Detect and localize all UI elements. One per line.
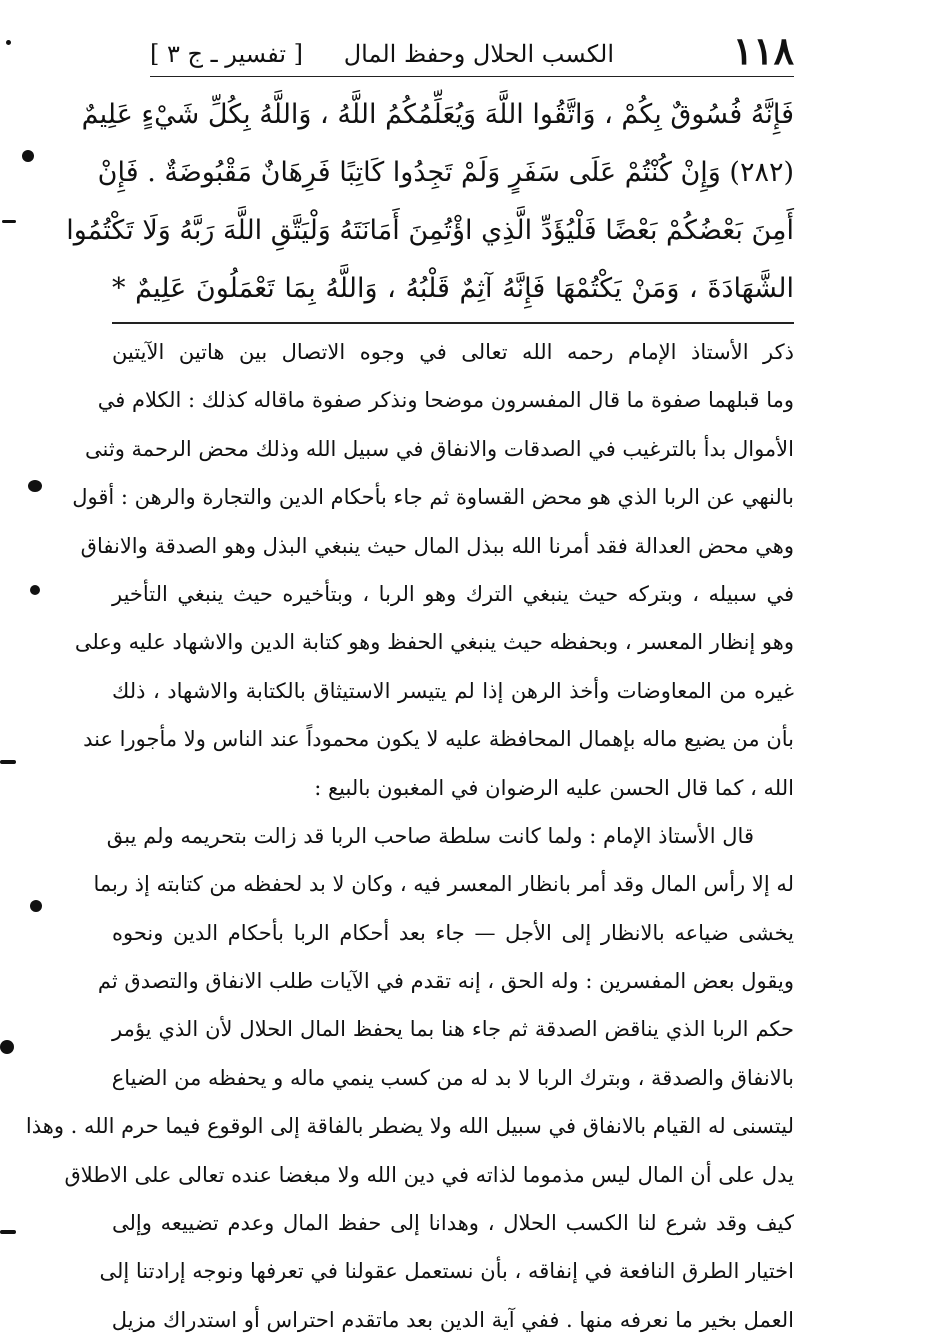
commentary-line: له إلا رأس المال وقد أمر بانظار المعسر فيه ، وكان لا بد لحفظه من كتابته إذ ربما	[93, 872, 794, 897]
commentary-line: كيف وقد شرع لنا الكسب الحلال ، وهدانا إلى حفظ المال وعدم تضييعه وإلى	[112, 1211, 794, 1236]
commentary-line: قال الأستاذ الإمام : ولما كانت سلطة صاحب الربا قد زالت بتحريمه ولم يبق	[106, 823, 754, 848]
scan-speck	[6, 40, 11, 45]
scan-speck	[0, 760, 16, 764]
section-reference: [ تفسير ـ ج ٣ ]	[150, 40, 304, 68]
commentary-line: بالانفاق والصدقة ، وبترك الربا لا بد له من كسب ينمي ماله و يحفظه من الضياع	[111, 1065, 794, 1090]
commentary-line: بأن من يضيع ماله بإهمال المحافظة عليه لا يكون محموداً عند الناس ولا مأجورا عند	[83, 727, 794, 752]
quran-verse-block	[66, 86, 794, 318]
page-number: ١١٨	[732, 28, 794, 73]
running-title: الكسب الحلال وحفظ المال	[343, 40, 614, 68]
commentary-line: ذكر الأستاذ الإمام رحمه الله تعالى في وجوه الاتصال بين هاتين الآيتين	[112, 340, 794, 364]
commentary-line: بالنهي عن الربا الذي هو محض القساوة ثم جاء بأحكام الدين والتجارة والرهن : أقول	[72, 485, 794, 510]
commentary-line: العمل بخير ما نعرفه منها . ففي آية الدين بعد ماتقدم احتراس أو استدراك مزيل	[111, 1307, 794, 1332]
commentary-line: اختيار الطرق النافعة في إنفاقه ، بأن نستعمل عقولنا في تعرفها ونوجه إرادتنا إلى	[99, 1259, 794, 1284]
commentary-line: وما قبلهما صفوة ما قال المفسرون موضحا ونذكر صفوة ماقاله كذلك : الكلام في	[97, 388, 794, 413]
verse-line: الشَّهَادَةَ ، وَمَنْ يَكْتُمْهَا فَإِنَّهُ آثِمٌ قَلْبُهُ ، وَاللَّهُ بِمَا تَعْمَلُونَ عَلِيمٌ *	[112, 273, 794, 304]
commentary-line: يخشى ضياعه بالانظار إلى الأجل — جاء بعد أحكام الربا بأحكام الدين ونحوه	[112, 920, 794, 945]
verse-line: (٢٨٢) وَإِنْ كُنْتُمْ عَلَى سَفَرٍ وَلَمْ تَجِدُوا كَاتِبًا فَرِهَانٌ مَقْبُوضَةٌ . فَإِنْ	[97, 157, 794, 188]
commentary-line: حكم الربا الذي يناقض الصدقة ثم جاء هنا بما يحفظ المال الحلال لأن الذي يؤمر	[112, 1017, 794, 1042]
commentary-line: غيره من المعاوضات وأخذ الرهن إذا لم يتيسر الاستيثاق بالكتابة والاشهاد ، ذلك	[112, 678, 794, 703]
scan-speck	[0, 1040, 14, 1054]
scan-speck	[30, 585, 40, 595]
verse-divider-rule	[112, 322, 794, 324]
scan-speck	[22, 150, 34, 162]
commentary-line: ليتسنى له القيام بالانفاق في سبيل الله ولا يضطر بالفاقة إلى الوقوع فيما حرم الله . وهذا	[25, 1114, 794, 1139]
scan-speck	[30, 900, 42, 912]
commentary-text	[25, 328, 794, 1344]
commentary-line: يدل على أن المال ليس مذموما لذاته في دين الله ولا مبغضا عنده تعالى على الاطلاق	[64, 1162, 794, 1187]
commentary-line: الله ، كما قال الحسن عليه الرضوان في المغبون بالبيع :	[314, 775, 794, 800]
scan-speck	[0, 1230, 16, 1234]
page-header	[150, 28, 794, 74]
verse-line: فَإِنَّهُ فُسُوقٌ بِكُمْ ، وَاتَّقُوا اللَّهَ وَيُعَلِّمُكُمُ اللَّهُ ، وَاللَّهُ بِكُلِّ شَيْءٍ عَلِيمٌ	[81, 99, 794, 130]
commentary-line: الأموال بدأ بالترغيب في الصدقات والانفاق في سبيل الله وذلك محض الرحمة وثنى	[85, 436, 794, 461]
commentary-line: ويقول بعض المفسرين : وله الحق ، إنه تقدم في الآيات طلب الانفاق والتصدق ثم	[97, 969, 794, 994]
commentary-line: في سبيله ، وبتركه حيث ينبغي الترك وهو الربا ، وبتأخيره حيث ينبغي التأخير	[112, 581, 794, 606]
commentary-line: وهو إنظار المعسر ، وبحفظه حيث ينبغي الحفظ وهو كتابة الدين والاشهاد عليه وعلى	[74, 630, 794, 655]
scan-speck	[28, 480, 42, 492]
scan-speck	[2, 220, 16, 223]
header-rule	[150, 76, 794, 77]
commentary-line: وهي محض العدالة فقد أمرنا الله ببذل المال حيث ينبغي البذل وهو الصدقة والانفاق	[80, 533, 794, 558]
verse-line: أَمِنَ بَعْضُكُمْ بَعْضًا فَلْيُؤَدِّ الَّذِي اؤْتُمِنَ أَمَانَتَهُ وَلْيَتَّقِ اللَّهَ رَبَّهُ وَلَا تَكْتُمُوا	[66, 215, 794, 246]
